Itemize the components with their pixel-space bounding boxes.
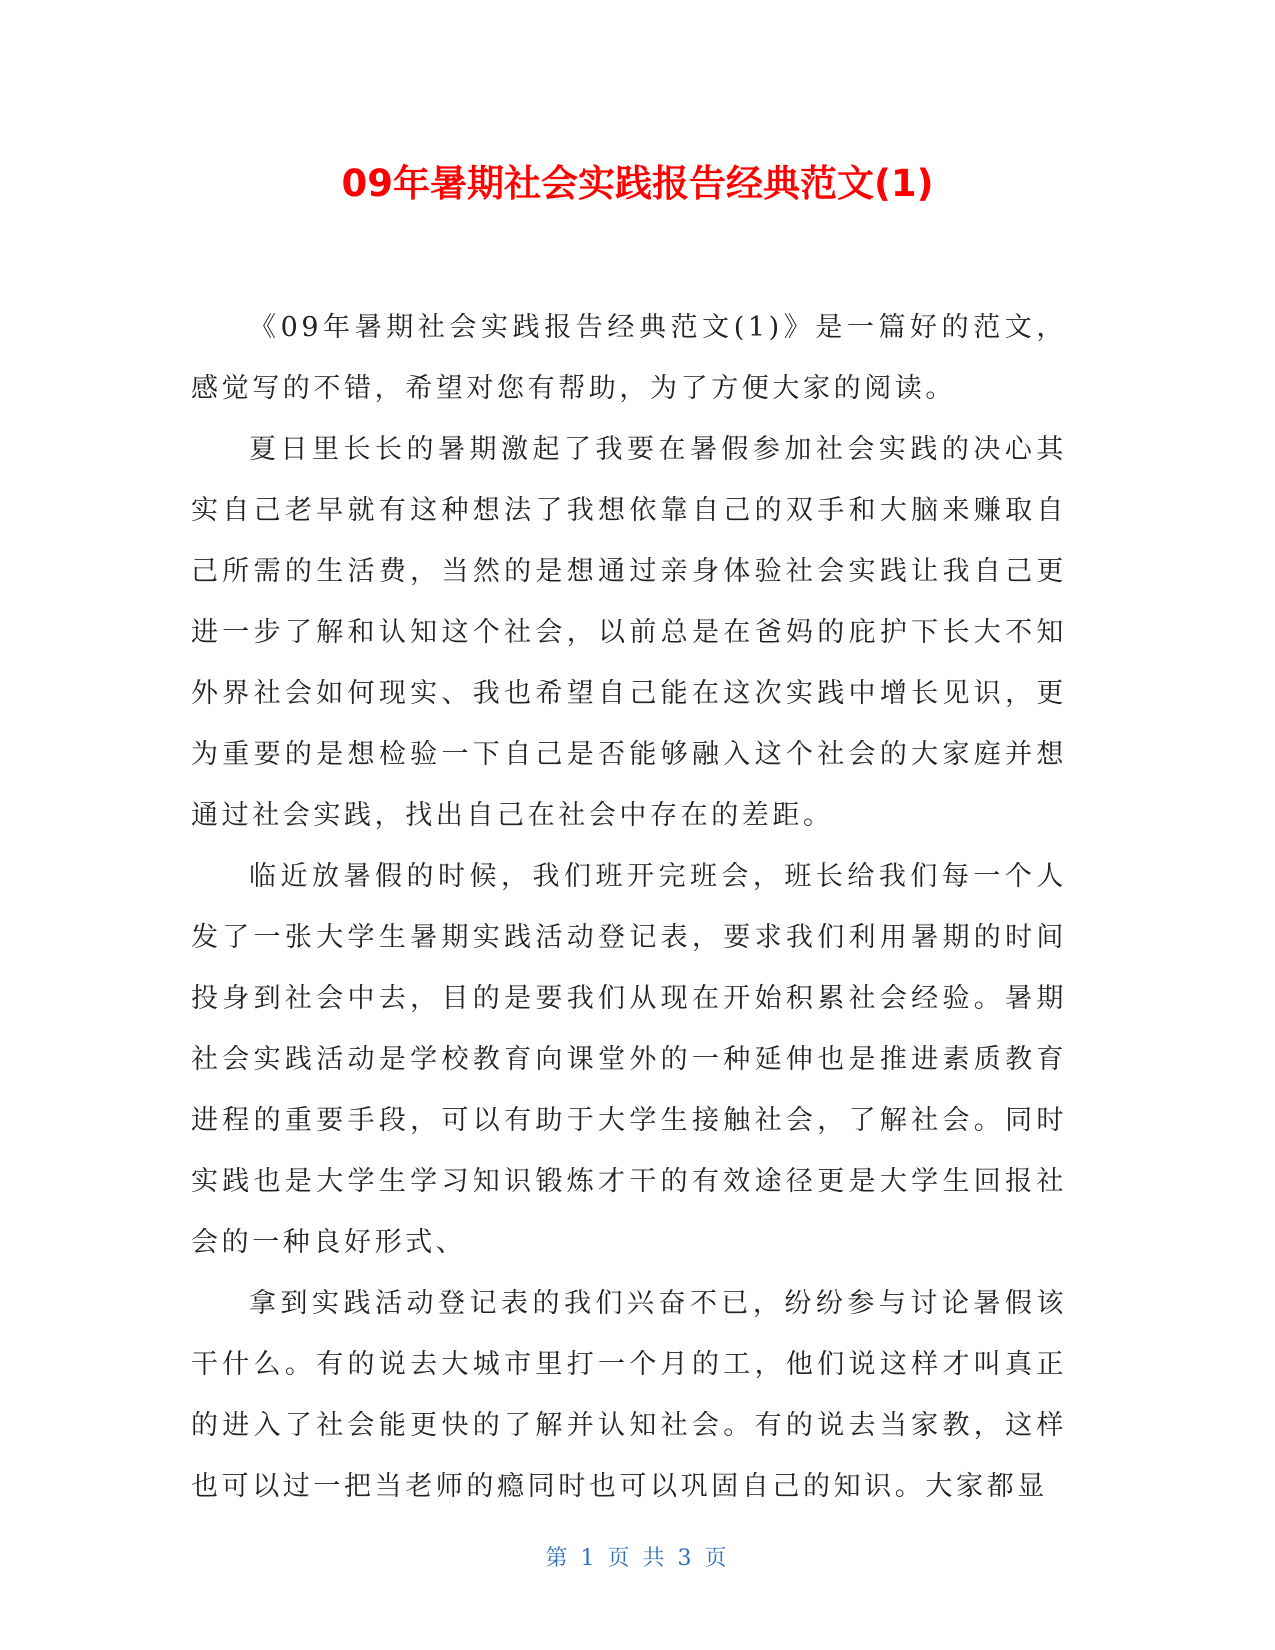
paragraph-3: 拿到实践活动登记表的我们兴奋不已，纷纷参与讨论暑假该干什么。有的说去大城市里打一个月的工，他们说这样才叫真正的进入了社会能更快的了解并认知社会。有的说去当家教，这样也可以过一把当老师的瘾同时也可以巩固自己的知识。大家都显 (191, 1288, 1067, 1502)
paragraph-intro: 《09年暑期社会实践报告经典范文(1)》是一篇好的范文，感觉写的不错，希望对您有帮助，为了方便大家的阅读。 (191, 312, 1067, 404)
paragraph-1: 夏日里长长的暑期激起了我要在暑假参加社会实践的决心其实自己老早就有这种想法了我想依靠自己的双手和大脑来赚取自己所需的生活费，当然的是想通过亲身体验社会实践让我自己更进一步了解和认知这个社会，以前总是在爸妈的庇护下长大不知外界社会如何现实、我也希望自己能在这次实践中增长见识，更为重要的是想检验一下自己是否能够融入这个社会的大家庭并想通过社会实践，找出自己在社会中存在的差距。 (191, 434, 1067, 831)
document-body (191, 297, 1067, 1517)
page-footer: 第 1 页 共 3 页 (545, 1546, 730, 1571)
document-title: 09年暑期社会实践报告经典范文(1) (341, 162, 934, 205)
paragraph-2: 临近放暑假的时候，我们班开完班会，班长给我们每一个人发了一张大学生暑期实践活动登记表，要求我们利用暑期的时间投身到社会中去，目的是要我们从现在开始积累社会经验。暑期社会实践活动是学校教育向课堂外的一种延伸也是推进素质教育进程的重要手段，可以有助于大学生接触社会，了解社会。同时实践也是大学生学习知识锻炼才干的有效途径更是大学生回报社会的一种良好形式、 (191, 861, 1067, 1258)
